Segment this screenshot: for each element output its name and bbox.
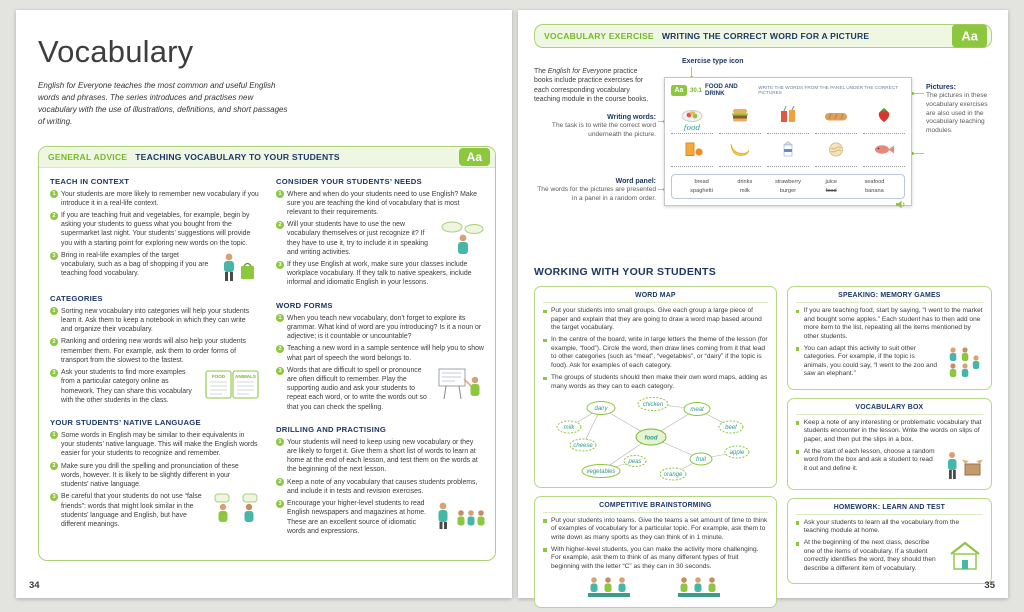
item-number: 2 <box>276 478 284 486</box>
item-number: 3 <box>50 369 58 377</box>
advice-item <box>50 211 259 247</box>
map-node-center: food <box>644 435 658 442</box>
section-heading: CATEGORIES <box>50 294 103 304</box>
advice-column-left <box>39 168 269 560</box>
section-drilling <box>276 425 485 539</box>
section-heading: CONSIDER YOUR STUDENTS’ NEEDS <box>276 177 422 186</box>
picture-cell <box>719 102 761 134</box>
item-number: 3 <box>276 500 284 508</box>
burger-image <box>719 102 761 123</box>
bullet-item: At the beginning of the next class, describe one of the items of vocabulary. If a student correctly identifies the word, they should then describe a different item of vocabulary. <box>796 539 983 573</box>
callout-title: Exercise type icon <box>682 58 744 65</box>
panel-word: spaghetti <box>690 188 713 194</box>
bullet-item: Put your students into small groups. Give each group a large piece of paper and explain that they are going to draw a word map based around the target vocabulary. <box>543 307 768 333</box>
intro-text: English for Everyone teaches the most common and useful English words and phrases. The series introduces and practises new vocabulary with the use of illustrations, definitions, and short passages of writing. <box>38 81 288 126</box>
bullet-item: Put your students into teams. Give the teams a set amount of time to think of examples of vocabulary for a particular topic. For example, ask them to write down as many sports as they can think of in 1 minute. <box>543 517 768 543</box>
advice-item <box>50 337 259 364</box>
map-node: orange <box>664 471 683 478</box>
item-text: When you teach new vocabulary, don’t forget to explore its grammar. What kind of word are you introducing? Is it a noun or adjective; is it countable or uncountable? <box>287 314 482 340</box>
section-categories <box>50 294 259 408</box>
picture-cell <box>815 136 857 168</box>
intro-post: practice books include practice exercises for each corresponding vocabulary teaching module in the course books. <box>534 67 649 104</box>
item-text: Words that are difficult to spell or pronounce are often difficult to remember. Play the supporting audio and ask your students to repeat each word, or to write the words out so that you can check the spelling. <box>287 367 427 411</box>
item-text: Sorting new vocabulary into categories will help your students learn it. Ask them to keep a notebook in which they can write and organize their vocabulary. <box>61 307 250 333</box>
item-number: 3 <box>276 261 284 269</box>
box-title: TEACHING VOCABULARY TO YOUR STUDENTS <box>135 152 340 162</box>
callout-pictures <box>926 83 988 136</box>
bullet-item: Keep a note of any interesting or problematic vocabulary that students encounter in the lesson. Write the words on slips of paper, and then put the slips in a box. <box>796 419 983 445</box>
section-teach-in-context <box>50 177 259 284</box>
advice-item <box>276 344 485 362</box>
item-text: Bring in real-life examples of the target vocabulary, such as a bag of shopping if you are teaching food vocabulary. <box>61 252 209 278</box>
advice-item <box>276 220 485 256</box>
notebook-label-animals: ANIMALS <box>235 374 256 380</box>
callout-line <box>914 153 924 154</box>
item-text: If you are teaching fruit and vegetables, for example, begin by asking your students to guess what you bought from the supermarket last night. Your students’ suggestions will provide you with a starting point for exploring new words on the topic. <box>61 212 251 247</box>
map-node: vegetables <box>586 468 616 475</box>
advice-item <box>50 492 259 528</box>
intro-series-name: English for Everyone <box>547 67 612 75</box>
item-number: 2 <box>276 345 284 353</box>
section-heading: DRILLING AND PRACTISING <box>276 425 387 435</box>
callout-writing-words <box>534 113 656 140</box>
item-number: 2 <box>276 221 284 229</box>
box-header <box>39 147 495 168</box>
spaghetti-image <box>815 136 857 157</box>
picture-cell <box>863 102 905 134</box>
exercise-title: WRITING THE CORRECT WORD FOR A PICTURE <box>661 31 870 41</box>
panel-word: burger <box>779 188 797 194</box>
panel-word-crossed-out: food <box>825 188 837 194</box>
working-heading: WORKING WITH YOUR STUDENTS <box>534 266 717 278</box>
answer-line <box>767 157 809 168</box>
intro-pre: The <box>534 67 548 75</box>
box-kicker: GENERAL ADVICE <box>48 152 128 162</box>
item-number: 3 <box>50 252 58 260</box>
bullet-item: In the centre of the board, write in large letters the theme of the lesson (for example, “food”). Circle the word, then draw lines coming from it that lead to other categories (such as “meat”, “vegetables”, or “dairy” if the topic is food). Ask for examples of each category. <box>543 336 768 370</box>
banana-image <box>719 136 761 157</box>
bullet-item: If you are teaching food, start by saying, “I went to the market and bought some apples.” Each student has to then add one more item to the list, repeating all the items mentioned by other students. <box>796 307 983 341</box>
callout-text: The words for the pictures are presented in a panel in a random order. <box>537 186 656 202</box>
item-text: Some words in English may be similar to their equivalents in your students’ native language. This will make the English words easier for your students to recognize and remember. <box>61 431 258 457</box>
bread-image <box>815 102 857 123</box>
handwritten-answer: food <box>671 123 713 134</box>
item-text: Encourage your higher-level students to read English newspapers and magazines at home. These are an excellent source of idiomatic words and expressions. <box>287 500 427 535</box>
general-advice-box <box>38 146 496 561</box>
notebook-label-food: FOOD <box>211 374 226 380</box>
answer-line <box>863 157 905 168</box>
bullet-item: You can adapt this activity to suit other categories. For example, if the topic is animals, you could say, “I went to the zoo and saw an elephant.” <box>796 345 983 379</box>
panel-word: juice <box>825 178 837 185</box>
aa-badge-icon: Aa <box>671 85 687 96</box>
advice-column-right <box>269 168 495 560</box>
item-number: 2 <box>50 212 58 220</box>
advice-item <box>276 366 485 412</box>
exercise-kicker: VOCABULARY EXERCISE <box>544 31 654 41</box>
answer-line <box>767 123 809 134</box>
panel-word: seafood <box>864 178 885 185</box>
advice-item <box>276 478 485 496</box>
item-text: Keep a note of any vocabulary that causes students problems, and include it in tests and revision exercises. <box>287 478 478 495</box>
word-panel <box>671 174 905 199</box>
panel-word: bread <box>694 178 709 185</box>
answer-line <box>719 123 761 134</box>
seafood-image <box>863 136 905 157</box>
advice-item <box>50 368 259 404</box>
item-text: Be careful that your students do not use “false friends”: words that might look similar in the students’ language and English, but have different meanings. <box>61 493 202 528</box>
exercise-number: 30.1 <box>689 86 702 94</box>
advice-item <box>276 438 485 474</box>
item-number: 2 <box>50 462 58 470</box>
advice-item <box>50 462 259 489</box>
page-number-right: 35 <box>984 580 995 591</box>
item-number: 1 <box>50 307 58 315</box>
box-heading: VOCABULARY BOX <box>796 404 983 415</box>
box-heading: SPEAKING: MEMORY GAMES <box>796 292 983 303</box>
answer-line <box>671 157 713 168</box>
item-text: Make sure you drill the spelling and pronunciation of these words, however. It is likely to be slightly different in your students’ native language. <box>61 462 239 488</box>
box-word-map <box>534 286 777 488</box>
practice-exercise-header <box>671 83 905 97</box>
answer-line <box>719 157 761 168</box>
milk-image <box>767 136 809 157</box>
answer-line <box>815 123 857 134</box>
item-number: 1 <box>50 431 58 439</box>
callout-exercise-icon <box>682 57 743 66</box>
page-left <box>16 10 512 598</box>
map-node: chicken <box>643 401 664 408</box>
map-node: apple <box>730 449 745 456</box>
map-node: meat <box>690 406 705 413</box>
practice-book-page <box>664 77 912 206</box>
box-speaking-memory-games <box>787 286 992 390</box>
panel-word: milk <box>739 188 750 194</box>
drinks-image <box>767 102 809 123</box>
picture-cell <box>767 102 809 134</box>
item-text: Your students are more likely to remember new vocabulary if you introduce it in a real-life context. <box>61 190 259 207</box>
map-node: milk <box>564 424 575 431</box>
box-heading: COMPETITIVE BRAINSTORMING <box>543 502 768 513</box>
map-node: cheese <box>573 442 594 449</box>
advice-item <box>50 307 259 334</box>
picture-grid <box>671 102 905 167</box>
item-text: Where and when do your students need to use English? Make sure you are teaching the kind of vocabulary that is most relevant to their requirements. <box>287 190 477 216</box>
advice-item <box>276 190 485 217</box>
picture-cell <box>767 136 809 168</box>
box-heading: WORD MAP <box>543 292 768 303</box>
callout-word-panel <box>534 177 656 204</box>
aa-badge-icon: Aa <box>459 148 490 166</box>
answer-line <box>863 123 905 134</box>
advice-item <box>50 431 259 458</box>
advice-item <box>50 251 259 278</box>
exercise-annotated-figure <box>534 57 992 263</box>
advice-item <box>276 314 485 341</box>
panel-word: drinks <box>737 178 753 185</box>
bullet-item: Ask your students to learn all the vocabulary from the teaching module at home. <box>796 519 983 536</box>
section-word-forms <box>276 301 485 415</box>
map-node: fruit <box>696 456 707 463</box>
bullet-item: The groups of students should then make their own word maps, adding as many words as they can to each category. <box>543 374 768 391</box>
picture-cell <box>671 136 713 168</box>
item-number: 1 <box>276 314 284 322</box>
exercise-intro <box>534 67 655 105</box>
callout-line <box>914 93 924 94</box>
section-students-needs <box>276 177 485 291</box>
teams-illustration-icon <box>580 575 730 601</box>
food-plate-image <box>671 102 713 123</box>
page-right <box>518 10 1008 598</box>
callout-title: Word panel: <box>615 178 656 185</box>
item-text: Ranking and ordering new words will also help your students remember them. For example, ask them to order forms of transport from the slowest to the fastest. <box>61 338 247 364</box>
item-text: Your students will need to keep using new vocabulary or they are likely to forget it. Give them a short list of words to learn at home at the end of each lesson, and test them on the words at the beginning of the next lesson. <box>287 438 478 474</box>
box-heading: HOMEWORK: LEARN AND TEST <box>796 504 983 515</box>
activity-boxes <box>534 286 992 608</box>
advice-item <box>276 260 485 287</box>
exercise-header <box>534 24 992 48</box>
page-number-left: 34 <box>29 580 40 591</box>
section-heading: TEACH IN CONTEXT <box>50 177 130 186</box>
map-node: beef <box>725 424 738 431</box>
picture-cell <box>863 136 905 168</box>
section-heading: WORD FORMS <box>276 301 333 311</box>
activity-column-left <box>534 286 777 608</box>
page-title: Vocabulary <box>38 34 194 69</box>
picture-cell <box>671 102 713 134</box>
callout-text: The pictures in these vocabulary exercises are also used in the vocabulary teaching modules. <box>926 92 988 135</box>
advice-item <box>50 190 259 208</box>
item-text: Teaching a new word in a sample sentence will help you to show what part of speech the word belongs to. <box>287 345 484 362</box>
advice-item <box>276 499 485 535</box>
item-number: 2 <box>50 338 58 346</box>
exercise-instruction: WRITE THE WORDS FROM THE PANEL UNDER THE CORRECT PICTURES <box>758 85 898 95</box>
box-vocabulary-box <box>787 398 992 490</box>
bullet-item: At the start of each lesson, choose a random word from the box and ask a student to read it out and define it. <box>796 448 983 474</box>
picture-cell <box>719 136 761 168</box>
audio-speaker-icon <box>896 200 906 209</box>
item-text: Will your students have to use the new vocabulary themselves or just recognize it? If they have to use it, try to include it in speaking and writing activities. <box>287 221 428 256</box>
item-text: Ask your students to find more examples from a particular category online as homework. They can share this vocabulary with the other students in the class. <box>61 369 192 404</box>
activity-column-right <box>787 286 992 608</box>
item-number: 1 <box>276 190 284 198</box>
word-map-diagram <box>549 395 761 481</box>
item-number: 1 <box>50 190 58 198</box>
aa-badge-icon: Aa <box>952 25 987 48</box>
strawberry-image <box>863 102 905 123</box>
item-number: 3 <box>50 493 58 501</box>
item-number: 3 <box>276 367 284 375</box>
bullet-item: With higher-level students, you can make the activity more challenging. For example, ask them to think of as many different types of fruit beginning with the letter “C” as they can in 30 seconds. <box>543 546 768 572</box>
map-node: dairy <box>594 405 608 412</box>
callout-title: Pictures: <box>926 84 956 91</box>
callout-text: The task is to write the correct word underneath the picture. <box>551 122 656 138</box>
panel-word: strawberry <box>774 178 802 185</box>
map-node: peas <box>628 458 642 465</box>
advice-columns <box>39 168 495 560</box>
box-homework-learn-test <box>787 498 992 584</box>
item-number: 1 <box>276 438 284 446</box>
callout-title: Writing words: <box>607 114 656 121</box>
juice-image <box>671 136 713 157</box>
item-text: If they use English at work, make sure your classes include workplace vocabulary. If they talk to native speakers, include informal and idiomatic English in your lessons. <box>287 261 472 287</box>
section-native-language <box>50 418 259 532</box>
picture-cell <box>815 102 857 134</box>
panel-word: banana <box>865 188 884 194</box>
section-heading: YOUR STUDENTS’ NATIVE LANGUAGE <box>50 418 201 428</box>
exercise-topic: FOOD AND DRINK <box>705 83 738 97</box>
answer-line <box>815 157 857 168</box>
box-competitive-brainstorming <box>534 496 777 608</box>
